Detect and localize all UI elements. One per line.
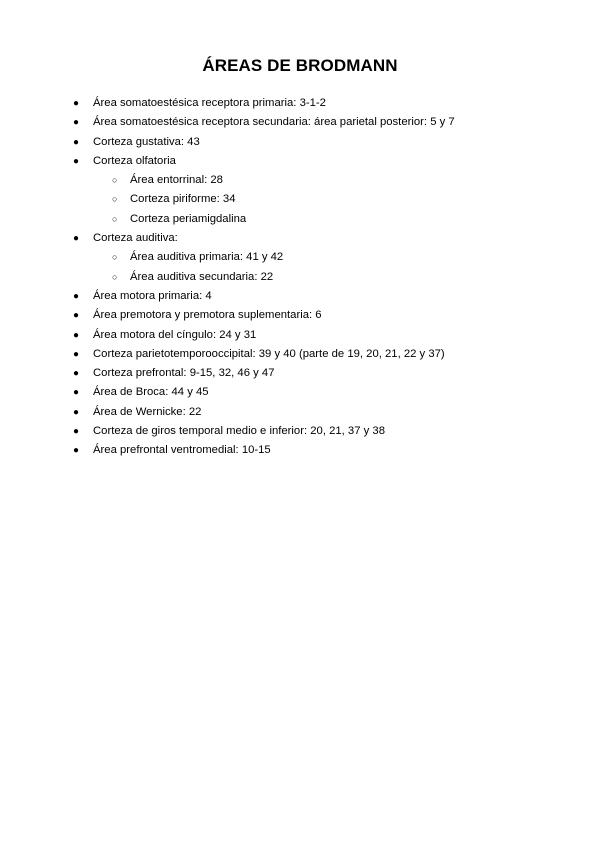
list-item-text: Área prefrontal ventromedial: 10-15 (93, 444, 271, 457)
list-item-text: Corteza piriforme: 34 (130, 193, 236, 206)
list-item (0, 441, 600, 460)
bullet-icon: ● (73, 310, 80, 322)
list-item (0, 383, 600, 402)
list-item-text: Área auditiva secundaria: 22 (130, 270, 274, 283)
list-item-text: Área premotora y premotora suplementaria: 6 (93, 309, 322, 322)
list-item-text: Área motora primaria: 4 (93, 289, 212, 302)
sub-list-item (0, 190, 600, 209)
bullet-icon: ● (73, 348, 80, 360)
bullet-icon: ● (73, 406, 80, 418)
list-item (0, 287, 600, 306)
sub-list-item (0, 268, 600, 287)
list-item-text: Corteza de giros temporal medio e inferior: 20, 21, 37 y 38 (93, 425, 385, 438)
list-item (0, 113, 600, 132)
list-item-text: Área auditiva primaria: 41 y 42 (130, 251, 284, 264)
bullet-icon: ● (73, 329, 80, 341)
hollow-bullet-icon: ○ (112, 252, 118, 263)
list-item (0, 229, 600, 248)
list-item (0, 306, 600, 325)
sub-list-item (0, 210, 600, 229)
brodmann-area-list (0, 94, 600, 461)
sub-list-item (0, 171, 600, 190)
sub-list-item (0, 248, 600, 267)
list-item-text: Corteza prefrontal: 9-15, 32, 46 y 47 (93, 367, 275, 380)
list-item-text: Corteza periamigdalina (130, 212, 247, 225)
list-item (0, 94, 600, 113)
hollow-bullet-icon: ○ (112, 213, 118, 224)
bullet-icon: ● (73, 233, 80, 245)
list-item-text: Corteza olfatoria (93, 154, 176, 167)
list-item (0, 403, 600, 422)
bullet-icon: ● (73, 290, 80, 302)
bullet-icon: ● (73, 368, 80, 380)
hollow-bullet-icon: ○ (112, 271, 118, 282)
list-item (0, 422, 600, 441)
list-item-text: Corteza auditiva: (93, 232, 178, 245)
list-item (0, 345, 600, 364)
bullet-icon: ● (73, 136, 80, 148)
bullet-icon: ● (73, 445, 80, 457)
list-item-text: Área de Broca: 44 y 45 (93, 386, 209, 399)
hollow-bullet-icon: ○ (112, 194, 118, 205)
list-item-text: Corteza parietotemporooccipital: 39 y 40 (parte de 19, 20, 21, 22 y 37) (93, 347, 445, 360)
list-item-text: Corteza gustativa: 43 (93, 135, 200, 148)
bullet-icon: ● (73, 155, 80, 167)
list-item-text: Área somatoestésica receptora primaria: 3-1-2 (93, 97, 326, 109)
list-item-text: Área motora del cíngulo: 24 y 31 (93, 328, 257, 341)
list-item (0, 364, 600, 383)
list-item-text: Área entorrinal: 28 (130, 174, 223, 187)
bullet-icon: ● (73, 387, 80, 399)
list-item (0, 152, 600, 171)
list-item (0, 133, 600, 152)
page-title: ÁREAS DE BRODMANN (202, 56, 398, 75)
list-item-text: Área somatoestésica receptora secundaria: área parietal posterior: 5 y 7 (93, 116, 455, 129)
hollow-bullet-icon: ○ (112, 175, 118, 186)
bullet-icon: ● (73, 426, 80, 438)
bullet-icon: ● (73, 117, 80, 129)
bullet-icon: ● (73, 98, 80, 109)
list-item (0, 326, 600, 345)
list-item-text: Área de Wernicke: 22 (93, 405, 202, 418)
